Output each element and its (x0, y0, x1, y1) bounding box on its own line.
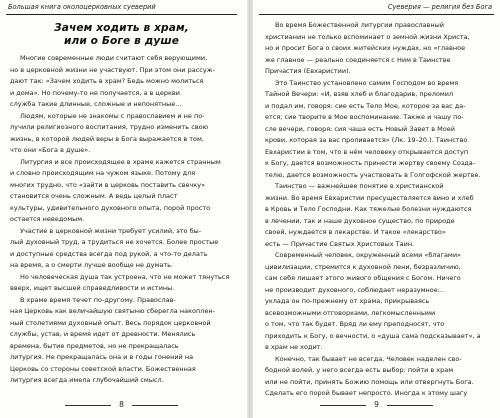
text-line: Причастия (Евхаристии). (265, 67, 351, 75)
text-line: всевозможными отговорками, легкомысленными (265, 308, 436, 317)
text-line: уклада он по-прежнему от храма, прикрываясь (265, 297, 430, 305)
text-line: Но человеческая душа так устроена, что не может тянуться (20, 272, 230, 281)
text-line: но и просит Бога о своих житейских нуждах, но «главное (265, 44, 466, 52)
text-line: не производит духовного, соблюдает неразумное… (265, 285, 445, 294)
text-line: остается неведомым. (10, 215, 85, 223)
text-line: бодной волей, у него всегда есть выбор: пойти в храм (265, 366, 454, 374)
text-line: сам себя лишает этого живого общения с Богом. Ничего (265, 274, 461, 282)
text-line: приходить к Богу, о вечности, о «душа сама подсказывает», а (265, 331, 481, 340)
text-line: ется; сие творите в Мое воспоминание. Также и чашу по- (265, 113, 464, 121)
text-line: служба такие длинные, сложные и непонятные… (10, 100, 182, 108)
chapter-title (10, 22, 233, 47)
text-line: в Кровь и Тело Господни. Как тяжелые болезни нуждаются (265, 205, 472, 213)
running-head-right: Суеверия — религия без Бога (387, 3, 492, 11)
text-line: литургия. Не прекращалась она и в годы гонений на (10, 353, 194, 361)
text-line: становится очень сложным. А ведь целый пласт (10, 192, 178, 200)
text-line: литургия всегда имела глубочайший смысл. (10, 376, 164, 384)
text-line: на время, а о смерти лучше вообще не думать. (10, 261, 174, 269)
text-line: есть — Причастие Святых Христовых Таин. (265, 239, 415, 248)
folio-dash (65, 405, 111, 406)
text-line: Во время Божественной литургии православный (275, 21, 444, 29)
right-body-text (265, 20, 490, 400)
text-line: своей, нуждается в лекарстве. И такое «лекарство» (265, 228, 446, 236)
left-body-text (10, 53, 233, 387)
text-line: жизнь, в которой людей веры в Бога выражается в том, (10, 134, 204, 143)
text-line: жизни. Во время Евхаристии пресуществляется вино и хлеб (265, 193, 474, 202)
text-line: в лечении, так и наше духовное существо, по природе (265, 216, 455, 225)
text-line: Людям, которые не знакомы с православием и не по- (20, 111, 205, 120)
text-line: но в церковной жизни не участвуют. При этом они рассуж- (10, 65, 215, 74)
text-line: многих трудно, что «зайти в церковь поставить свечку» (10, 180, 206, 189)
text-line: Многие современные люди считают себя верующими, (20, 54, 208, 62)
text-line: службы, устав, и время идет от древности. Менялись (10, 330, 196, 338)
text-line: в храм не ходит. (265, 343, 323, 351)
text-line: Участие в церковной жизни требует усилий, это бы- (20, 226, 202, 235)
text-line: культуры, удивительного духовного опыта, порой просто (10, 203, 211, 212)
text-line: сле вечери, говоря: сия чаша есть Новый Завет в Моей (265, 124, 455, 133)
text-line: крови, которая за вас проливается» (Лк. 19–20.). Таинство (265, 136, 468, 144)
folio-dash (387, 405, 433, 406)
text-line: времена, бытие предметов, но не прекращалась (10, 341, 179, 350)
text-line: и доступные средства всегда под рукой, а что-то делать (10, 249, 208, 258)
text-line: к Богу, дается возможность принести жертву своему Созда- (265, 159, 476, 167)
text-line: и подал им, говоря: сие есть Тело Мое, которое за вас да- (265, 101, 466, 110)
text-line: что они «Бога в душе». (10, 146, 91, 154)
right-page (253, 0, 500, 418)
text-line: Литургия и все происходящее в храме кажется странным (20, 157, 221, 166)
header-rule-right (259, 14, 494, 15)
text-line: и словно происходящим на чужом языке. Потому для (10, 169, 196, 177)
page-number-right (267, 399, 486, 411)
text-line: или не пойти, принять Божию помощь или отвергнуть Бога. (265, 377, 474, 386)
folio-dash (320, 405, 366, 406)
text-line: Таинство — важнейшее понятие в христианской (275, 182, 444, 190)
chapter-title-line: или о Боге в душе (63, 34, 179, 47)
text-line: В храме время течет по-другому. Православ- (20, 295, 176, 304)
page-number: 9 (374, 400, 379, 409)
page-number-left (14, 399, 229, 411)
left-page (0, 0, 247, 418)
header-rule-left (6, 14, 237, 15)
text-line: Конечно, так бывает не всегда. Человек наделен сво- (275, 354, 462, 363)
text-line: цивилизации, стремится к духовной лени, безразличию, (265, 262, 461, 271)
text-line: Евхаристии в том, что в нём человеку открывается доступ (265, 147, 469, 156)
text-line: Это Таинство установлено самим Господом во время (275, 78, 459, 87)
text-line: дают так: «Зачем ходить в храм? Бедь можно молиться (10, 77, 204, 85)
text-line: же главное — реально соединяется с Ним в Таинстве (265, 55, 451, 64)
page-number: 8 (119, 400, 124, 409)
text-line: лучили религиозного воспитания, трудно изменить свою (10, 123, 209, 131)
folio-dash (132, 405, 178, 406)
text-line: телю, дается возможность участвовать в Голгофской жертве. (265, 170, 481, 179)
text-line: Тайной Вечери: «И, взяв хлеб и благодарив, преломил (265, 90, 454, 98)
text-line: Современный человек, окруженный всеми «благами» (275, 251, 462, 259)
text-line: христианин не только вспоминает о земной жизни Христа, (265, 32, 470, 41)
running-head-left: Большая книга околоцерковных суеверий (8, 3, 156, 11)
text-line: ная Церковь как величайшую святыню сберегла накоплен- (10, 307, 215, 315)
text-line: лый духовный труд, а трудиться не хочется. Более простые (10, 238, 219, 246)
chapter-title-line: Зачем ходить в храм, (54, 22, 189, 34)
text-line: ный столетиями духовный опыт. Весь порядок церковной (10, 318, 211, 327)
text-line: вверх, ищет высшей справедливости и истины. (10, 284, 175, 292)
text-line: и дома». Но почему-то не получается, а в церкви (10, 88, 180, 97)
text-line: Сделать его порой бывает непросто. Иногда к этому шагу (265, 389, 468, 397)
text-line: Церковь со стороны советской власти. Божественная (10, 364, 196, 373)
text-line: о том, что так будет. Вряд ли ему преподносят, что (265, 320, 445, 328)
